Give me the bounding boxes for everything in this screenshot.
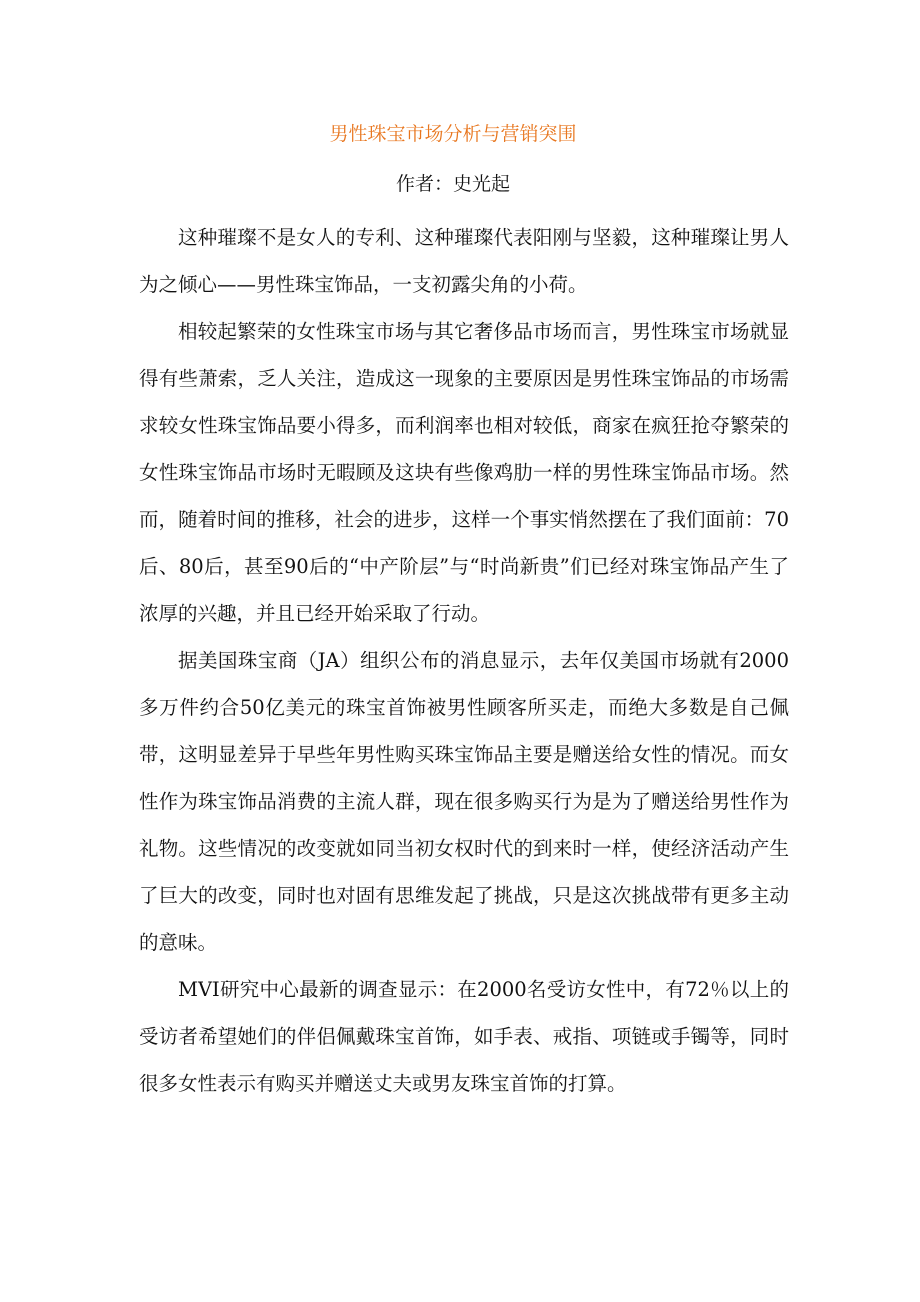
paragraph-intro: 这种璀璨不是女人的专利、这种璀璨代表阳刚与坚毅，这种璀璨让男人为之倾心——男性珠宝饰品，一支初露尖角的小荷。 — [139, 226, 789, 296]
paragraph-market: 相较起繁荣的女性珠宝市场与其它奢侈品市场而言，男性珠宝市场就显得有些萧索，乏人关注，造成这一现象的主要原因是男性珠宝饰品的市场需求较女性珠宝饰品要小得多，而利润率也相对较低，商家在疯狂抢夺繁荣的女性珠宝饰品市场时无暇顾及这块有些像鸡肋一样的男性珠宝饰品市场。然而，随着时间的推移，社会的进步，这样一个事实悄然摆在了我们面前：70后、80后，甚至90后的“中产阶层”与“时尚新贵”们已经对珠宝饰品产生了浓厚的兴趣，并且已经开始采取了行动。 — [139, 320, 789, 625]
author-line: 作者：史光起 — [395, 173, 510, 195]
document-title: 男性珠宝市场分析与营销突围 — [329, 123, 577, 145]
paragraph-ja-report: 据美国珠宝商（JA）组织公布的消息显示，去年仅美国市场就有2000多万件约合50亿美元的珠宝首饰被男性顾客所买走，而绝大多数是自己佩带，这明显差异于早些年男性购买珠宝饰品主要是赠送给女性的情况。而女性作为珠宝饰品消费的主流人群，现在很多购买行为是为了赠送给男性作为礼物。这些情况的改变就如同当初女权时代的到来时一样，使经济活动产生了巨大的改变，同时也对固有思维发起了挑战，只是这次挑战带有更多主动的意味。 — [139, 649, 789, 954]
document-body — [139, 214, 789, 1107]
paragraph-mvi-survey: MVI研究中心最新的调查显示：在2000名受访女性中，有72％以上的受访者希望她们的伴侣佩戴珠宝首饰，如手表、戒指、项链或手镯等，同时很多女性表示有购买并赠送丈夫或男友珠宝首饰的打算。 — [139, 978, 789, 1095]
